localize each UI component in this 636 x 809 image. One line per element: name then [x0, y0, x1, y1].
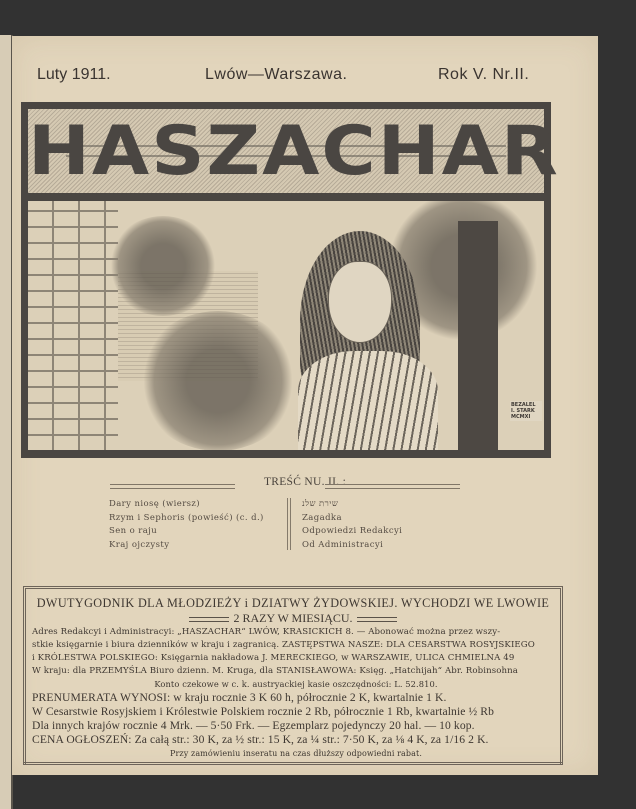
- artist-signature: [510, 401, 542, 421]
- price-line: CENA OGŁOSZEŃ: Za całą str.: 30 K, za ½ str.: 15 K, za ¼ str.: 7·50 K, za ⅛ 4 K, za 1/16 2 K.: [32, 733, 489, 746]
- issue-number: Rok V. Nr.II.: [438, 66, 530, 83]
- toc-heading: TREŚĆ NU. II. :: [263, 476, 347, 488]
- rebate-note: Przy zamówieniu inseratu na czas dłuższy odpowiedni rabat.: [170, 749, 422, 758]
- toc-item: Kraj ojczysty: [109, 539, 170, 550]
- signature-line: MCMXI: [511, 414, 531, 420]
- title-band: [28, 109, 560, 193]
- address-line: i KRÓLESTWA POLSKIEGO: Księgarnia nakładowa J. MERECKIEGO, w WARSZAWIE, ULICA CHMIELNA 49: [32, 653, 515, 663]
- tagline: DWUTYGODNIK DLA MŁODZIEŻY i DZIATWY ŻYDOWSKIEJ. WYCHODZI WE LWOWIE: [36, 596, 550, 610]
- column-divider: [287, 498, 291, 550]
- publication-place: Lwów—Warszawa.: [205, 66, 348, 83]
- toc-left-column: [109, 498, 264, 552]
- toc-item: Odpowiedzi Redakcyi: [302, 526, 403, 536]
- magazine-cover-page: [12, 36, 598, 775]
- toc-right-column: [302, 498, 402, 552]
- toc-item: Zagadka: [302, 512, 342, 523]
- toc-item: Sen o raju: [109, 526, 158, 536]
- frequency-line: [26, 611, 560, 626]
- address-line: W kraju: dla PRZEMYŚLA Biuro dzienn. M. Kruga, dla STANISŁAWOWA: Księg. „Hatchijah“ Abr. Robinsohna: [32, 666, 518, 676]
- price-line: PRENUMERATA WYNOSI: w kraju rocznie 3 K 60 h, półrocznie 2 K, kwartalnie 1 K.: [32, 691, 447, 704]
- foliage-drawing: [138, 311, 298, 450]
- cover-artwork: [21, 102, 560, 458]
- price-line: Dla innych krajów rocznie 4 Mrk. — 5·50 Frk. — Egzemplarz pojedynczy 20 hal. — 10 kop.: [32, 719, 475, 732]
- signature-line: BEZALEL: [511, 402, 536, 408]
- address-line: Adres Redakcyi i Administracyi: „HASZACHAR“ LWÓW, KRASICKICH 8. — Abonować można przez wszy-: [32, 627, 501, 637]
- masthead-line: [12, 66, 598, 88]
- address-line: stkie księgarnie i biura dzienników w kraju i zagranicą. ZASTĘPSTWA NASZE: DLA CESARSTWA ROSYJSKIEGO: [32, 640, 535, 650]
- toc-item: שירת שלנ: [302, 499, 339, 509]
- tree-trunk-drawing: [458, 221, 498, 450]
- toc-item: Od Administracyi: [302, 539, 384, 550]
- stone-wall-drawing: [28, 201, 118, 450]
- foliage-drawing: [108, 216, 218, 316]
- decorative-rule: [23, 762, 563, 765]
- issue-date: Luty 1911.: [37, 66, 111, 83]
- decorative-rule: [189, 617, 229, 622]
- cover-illustration: [28, 201, 544, 450]
- frequency: 2 RAZY W MIESIĄCU.: [233, 611, 353, 625]
- publication-info-box: [23, 586, 563, 765]
- magazine-title: HASZACHAR: [28, 111, 560, 191]
- decorative-rule: [357, 617, 397, 622]
- toc-item: Dary niosę (wiersz): [109, 499, 201, 509]
- price-line: W Cesarstwie Rosyjskiem i Królestwie Polskiem rocznie 2 Rb, półrocznie 1 Rb, kwartalnie ½ Rb: [32, 705, 495, 718]
- girl-figure-face: [328, 261, 392, 343]
- decorative-rule: [325, 484, 460, 489]
- toc-item: Rzym i Sephoris (powieść) (c. d.): [109, 512, 264, 523]
- signature-line: I. STARK: [511, 408, 535, 414]
- girl-figure-body: [298, 351, 438, 450]
- bank-account: Konto czekowe w c. k. austryackiej kasie oszczędności: L. 52.810.: [154, 679, 438, 689]
